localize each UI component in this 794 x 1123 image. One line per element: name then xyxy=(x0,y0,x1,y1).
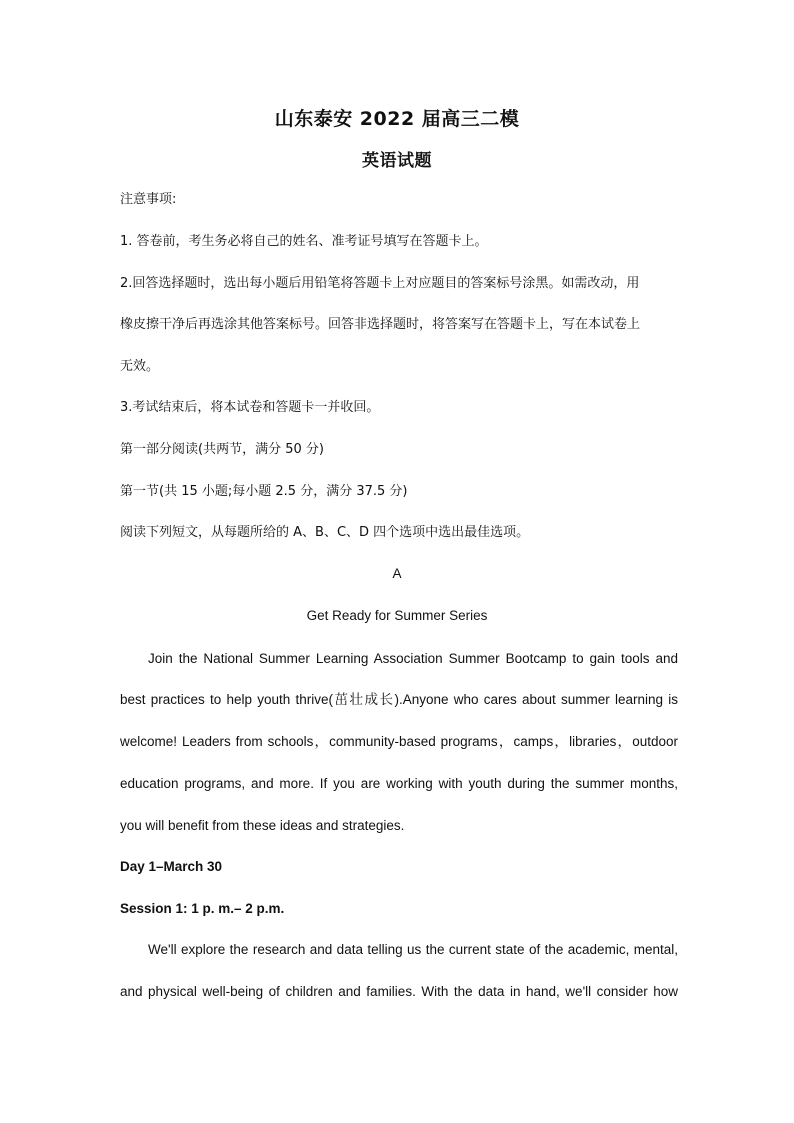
session-heading: Session 1: 1 p. m.– 2 p.m. xyxy=(120,901,285,916)
instruction-item-2-line-3: 无效。 xyxy=(120,359,160,374)
page-title: 山东泰安 2022 届高三二模 xyxy=(274,108,520,130)
subsection-heading: 第一节(共 15 小题;每小题 2.5 分，满分 37.5 分) xyxy=(120,484,408,499)
instruction-item-1: 1. 答卷前，考生务必将自己的姓名、准考证号填写在答题卡上。 xyxy=(120,234,488,249)
part-heading: 第一部分阅读(共两节，满分 50 分) xyxy=(120,442,324,457)
passage-para1-line: best practices to help youth thrive(茁壮成长).Anyone who cares about summer learning is xyxy=(120,692,678,707)
passage-label: A xyxy=(392,566,402,581)
passage-para1-line: you will benefit from these ideas and strategies. xyxy=(120,818,405,833)
page-subtitle: 英语试题 xyxy=(362,151,432,171)
passage-para2-line: We'll explore the research and data telling us the current state of the academic, mental, xyxy=(148,942,678,957)
instruction-item-2-line-2: 橡皮擦干净后再选涂其他答案标号。回答非选择题时，将答案写在答题卡上，写在本试卷上 xyxy=(120,317,641,332)
passage-title: Get Ready for Summer Series xyxy=(306,608,488,623)
instructions-heading: 注意事项: xyxy=(120,192,177,207)
instruction-item-3: 3.考试结束后，将本试卷和答题卡一并收回。 xyxy=(120,400,380,415)
passage-para1-line: Join the National Summer Learning Association Summer Bootcamp to gain tools and xyxy=(148,651,678,666)
direction-text: 阅读下列短文，从每题所给的 A、B、C、D 四个选项中选出最佳选项。 xyxy=(120,525,530,540)
passage-para2-line: and physical well-being of children and families. With the data in hand, we'll consider how xyxy=(120,984,678,999)
passage-para1-line: welcome! Leaders from schools，community-based programs，camps，libraries，outdoor xyxy=(120,734,678,749)
passage-para1-line: education programs, and more. If you are working with youth during the summer months, xyxy=(120,776,678,791)
instruction-item-2-line-1: 2.回答选择题时，选出每小题后用铅笔将答题卡上对应题目的答案标号涂黑。如需改动，用 xyxy=(120,276,640,291)
day-heading: Day 1–March 30 xyxy=(120,859,223,874)
